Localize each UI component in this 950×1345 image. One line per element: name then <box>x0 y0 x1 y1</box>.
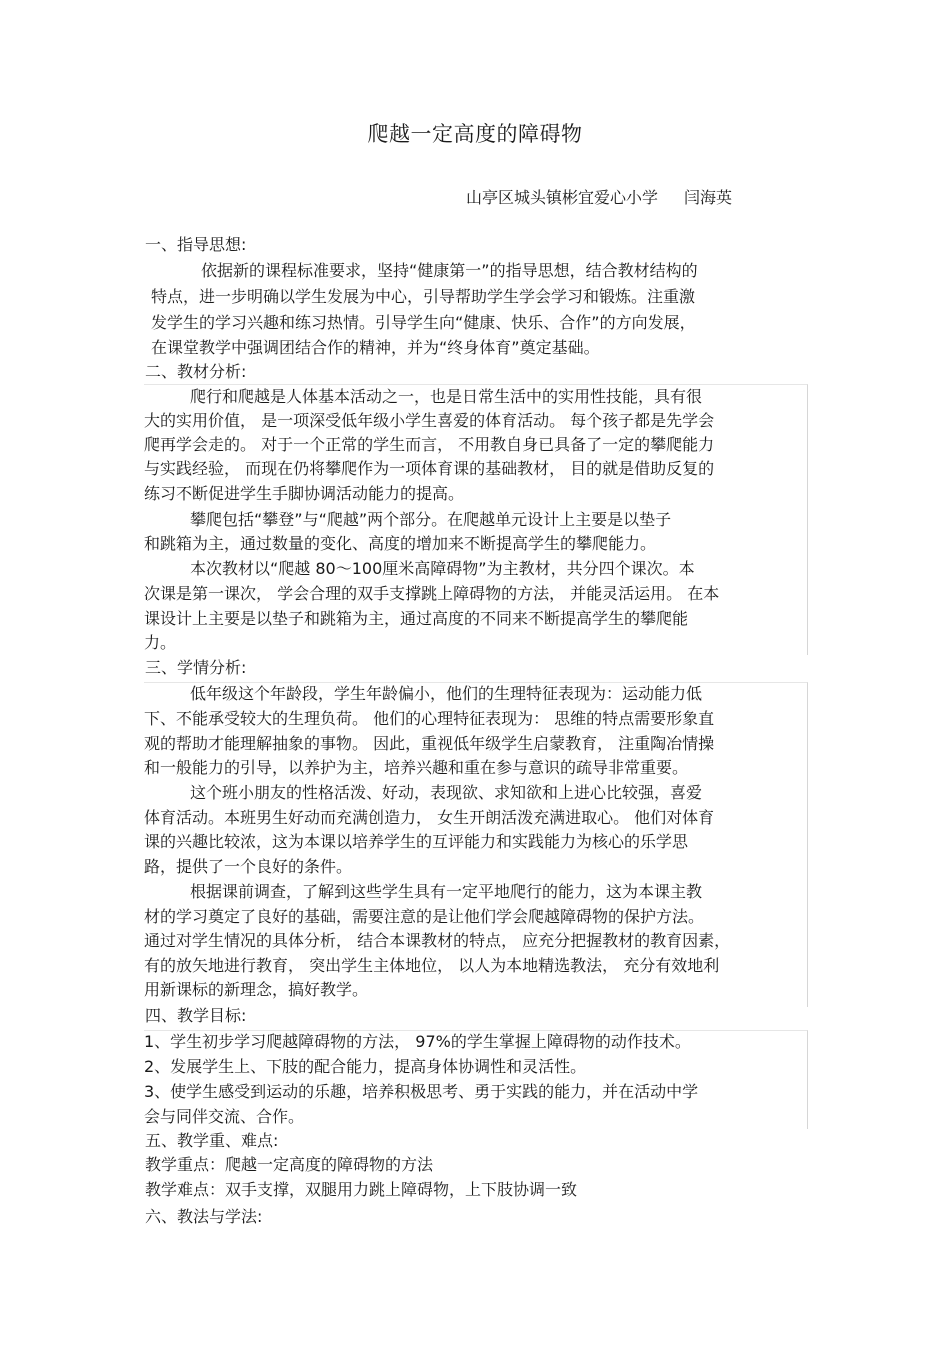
text-line: 用新课标的新理念，搞好教学。 <box>144 980 369 999</box>
text-line: 本次教材以“爬越 80～100厘米高障碍物”为主教材，共分四个课次。本 <box>190 559 695 578</box>
text-line: 大的实用价值， 是一项深受低年级小学生喜爱的体育活动。 每个孩子都是先学会 <box>144 411 715 430</box>
text-line: 发学生的学习兴趣和练习热情。引导学生向“健康、快乐、合作”的方向发展， <box>151 313 696 332</box>
text-line: 2、发展学生上、下肢的配合能力，提高身体协调性和灵活性。 <box>144 1057 587 1076</box>
text-line: 与实践经验， 而现在仍将攀爬作为一项体育课的基础教材， 目的就是借助反复的 <box>144 459 715 478</box>
text-line: 1、学生初步学习爬越障碍物的方法， 97%的学生掌握上障碍物的动作技术。 <box>144 1032 691 1051</box>
text-line: 力。 <box>144 633 177 652</box>
document-title: 爬越一定高度的障碍物 <box>367 122 583 146</box>
author-school: 山亭区城头镇彬宜爱心小学 <box>466 188 659 207</box>
text-line: 爬再学会走的。 对于一个正常的学生而言， 不用教自身已具备了一定的攀爬能力 <box>144 435 715 454</box>
text-line: 课设计上主要是以垫子和跳箱为主，通过高度的不同来不断提高学生的攀爬能 <box>144 609 689 628</box>
text-line: 根据课前调查，了解到这些学生具有一定平地爬行的能力，这为本课主教 <box>190 882 703 901</box>
text-line: 观的帮助才能理解抽象的事物。 因此，重视低年级学生启蒙教育， 注重陶冶情操 <box>144 734 715 753</box>
text-line: 在课堂教学中强调团结合作的精神，并为“终身体育”奠定基础。 <box>151 338 600 357</box>
text-line: 下、不能承受较大的生理负荷。 他们的心理特征表现为： 思维的特点需要形象直 <box>144 709 715 728</box>
text-line: 次课是第一课次， 学会合理的双手支撑跳上障碍物的方法， 并能灵活运用。 在本 <box>144 584 720 603</box>
text-line: 练习不断促进学生手脚协调活动能力的提高。 <box>144 484 465 503</box>
author-line <box>466 185 732 208</box>
text-line: 3、使学生感受到运动的乐趣，培养积极思考、勇于实践的能力，并在活动中学 <box>144 1082 699 1101</box>
text-line: 依据新的课程标准要求，坚持“健康第一”的指导思想，结合教材结构的 <box>201 261 698 280</box>
text-line: 材的学习奠定了良好的基础，需要注意的是让他们学会爬越障碍物的保护方法。 <box>144 907 705 926</box>
text-line: 一、指导思想: <box>145 235 247 254</box>
text-line: 爬行和爬越是人体基本活动之一，也是日常生活中的实用性技能，具有很 <box>190 387 703 406</box>
text-line: 有的放矢地进行教育， 突出学生主体地位， 以人为本地精选教法， 充分有效地利 <box>144 956 720 975</box>
text-line: 会与同伴交流、合作。 <box>144 1107 305 1126</box>
text-line: 低年级这个年龄段，学生年龄偏小，他们的生理特征表现为：运动能力低 <box>190 684 703 703</box>
text-line: 通过对学生情况的具体分析， 结合本课教材的特点， 应充分把握教材的教育因素， <box>144 931 731 950</box>
text-line: 和一般能力的引导，以养护为主，培养兴趣和重在参与意识的疏导非常重要。 <box>144 758 689 777</box>
text-line: 教学重点：爬越一定高度的障碍物的方法 <box>145 1155 434 1174</box>
text-line: 特点，进一步明确以学生发展为中心，引导帮助学生学会学习和锻炼。注重激 <box>151 287 696 306</box>
text-line: 五、教学重、难点: <box>145 1131 279 1150</box>
text-line: 课的兴趣比较浓，这为本课以培养学生的互评能力和实践能力为核心的乐学思 <box>144 832 689 851</box>
text-line: 这个班小朋友的性格活泼、好动，表现欲、求知欲和上进心比较强，喜爱 <box>190 783 703 802</box>
text-line: 六、教法与学法: <box>145 1207 263 1226</box>
text-line: 三、学情分析: <box>145 658 247 677</box>
text-line: 路，提供了一个良好的条件。 <box>144 857 353 876</box>
text-line: 二、教材分析: <box>145 362 247 381</box>
author-name: 闫海英 <box>684 188 733 207</box>
text-line: 体育活动。本班男生好动而充满创造力， 女生开朗活泼充满进取心。 他们对体育 <box>144 808 715 827</box>
text-line: 四、教学目标: <box>145 1006 247 1025</box>
text-line: 和跳箱为主，通过数量的变化、高度的增加来不断提高学生的攀爬能力。 <box>144 534 657 553</box>
text-line: 攀爬包括“攀登”与“爬越”两个部分。在爬越单元设计上主要是以垫子 <box>190 510 672 529</box>
text-line: 教学难点：双手支撑，双腿用力跳上障碍物，上下肢协调一致 <box>145 1180 578 1199</box>
